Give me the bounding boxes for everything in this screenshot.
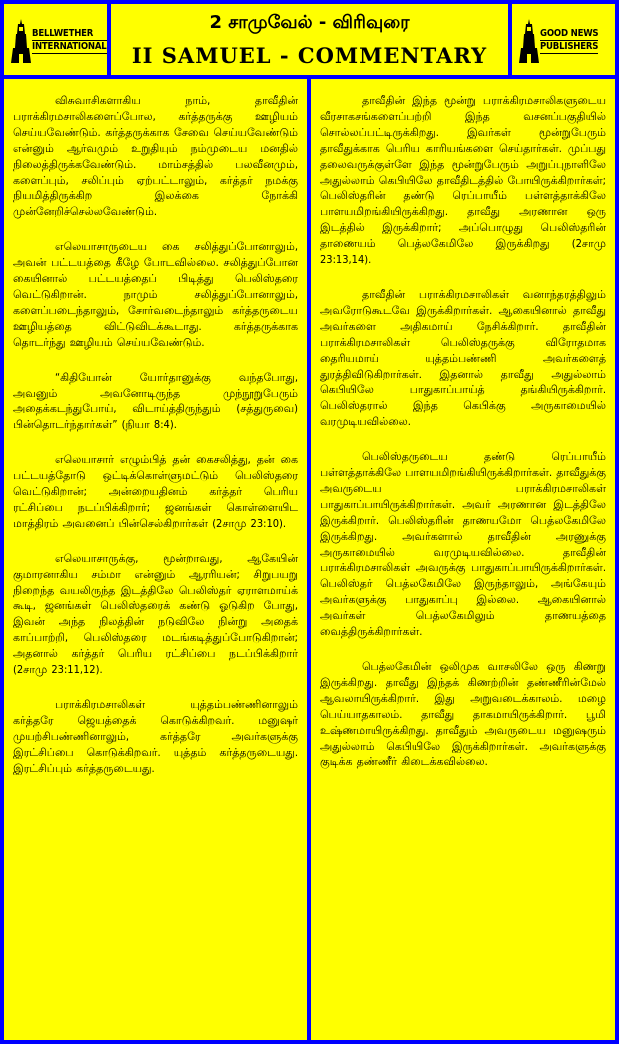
bellwether-logo-box bbox=[4, 4, 107, 75]
logo-line-1: GOOD NEWS bbox=[540, 28, 599, 39]
bellwether-logo bbox=[10, 18, 107, 64]
title-tamil: 2 சாமுவேல் - விரிவுரை bbox=[209, 12, 410, 33]
logo-line-2: INTERNATIONAL bbox=[32, 41, 107, 52]
paragraph: எலெயாசாருக்கு, மூன்றாவது, ஆகேயின் குமாரனாகிய சம்மா என்னும் ஆரரியன்; சிறுபயறு நிறைந்த வயலிருந்த இடத்திலே பெலிஸ்தர் ஏராளமாய்க் கூடி, ஜனங்கள் பெலிஸ்தரைக் கண்டு ஓடுகிற போது, இவன் அந்த நிலத்தின் நடுவிலே நின்று அதைக் காப்பாற்றி, பெலிஸ்தரை மடங்கடித்துப்போடுகிறான்; அதனால் கர்த்தர் பெரிய ரட்சிப்பை நடப்பிக்கிறார் (2சாமு 23:11,12). bbox=[13, 551, 298, 677]
title-english: II SAMUEL - COMMENTARY bbox=[131, 43, 488, 68]
paragraph: தாவீதின் இந்த மூன்று பராக்கிரமசாலிகளுடைய வீரசாகசங்களைப்பற்றி இந்த வசனப்பகுதியில் சொல்லப்பட்டிருக்கிறது. இவர்கள் மூன்றுபேரும் தாவீதுக்காக பெரிய காரியங்களை செய்தார்கள். முப்பது தலைவருக்குள்ளே இந்த மூன்றுபேரும் அறுப்புநாளிலே அதுல்லாம் கெபியிலே தாவீதிடத்தில் போயிருக்கிறார்கள்; பெலிஸ்தரின் தண்டு ரெப்பாயீம் பள்ளத்தாக்கிலே பாளயமிறங்கியிருக்கிறது. தாவீது அரணான ஒரு இடத்தில் இருக்கிறார்; அப்பொழுது பெலிஸ்தரின் தாணையம் பெத்லகேமிலே இருக்கிறது (2சாமு 23:13,14). bbox=[320, 94, 606, 267]
bell-tower-icon bbox=[10, 18, 32, 64]
paragraph: தாவீதின் பராக்கிரமசாலிகள் வனாந்தரத்திலும் அவரோடுகூடவே இருக்கிறார்கள். ஆகையினால் தாவீது அவர்களை அதிகமாய் நேசிக்கிறார். தாவீதின் பராக்கிரமசாலிகள் பெலிஸ்தருக்கு விரோதமாக தைரியமாய் யுத்தம்பண்ணி அவர்களைத் துரத்திவிடுகிறார்கள். இதனால் தாவீது அதுல்லாம் கெபியிலே பாதுகாப்பாய்த் தங்கியிருக்கிறார். பெலிஸ்தரால் இந்த கெபிக்கு அருகாமையில் வரமுடியவில்லை. bbox=[320, 287, 606, 429]
paragraph: “கிதியோன் யோர்தானுக்கு வந்தபோது, அவனும் அவனோடிருந்த முந்நூறுபேரும் அதைக்கடந்துபோய், விடாய்த்திருந்தும் (சத்துருவை) பின்தொடர்ந்தார்கள்” (நியா 8:4). bbox=[13, 370, 298, 432]
good-news-logo-box bbox=[512, 4, 615, 75]
paragraph: பெலிஸ்தருடைய தண்டு ரெப்பாயீம் பள்ளத்தாக்கிலே பாளயமிறங்கியிருக்கிறார்கள். தாவீதுக்கு அவருடைய பராக்கிரமசாலிகள் பாதுகாப்பாயிருக்கிறார்கள். அவர் அரணான இடத்திலே இருக்கிறார். பெலிஸ்தரின் தாணயமோ பெத்லகேமிலே இருக்கிறது. அவர்களால் தாவீதின் அரணுக்கு அருகாமையில் வரமுடியவில்லை. தாவீதின் பராக்கிரமசாலிகள் அவருக்கு பாதுகாப்பாயிருக்கிறார்கள். பெலிஸ்தர் பெத்லகேமிலே இருந்தாலும், அங்கேயும் அவர்களுக்கு பாதுகாப்பு இல்லை. ஆகையினால் அவர்கள் பெத்லகேமிலும் தாணயத்தை வைத்திருக்கிறார்கள். bbox=[320, 450, 606, 639]
header-title-box bbox=[111, 4, 508, 75]
right-column bbox=[311, 79, 615, 1040]
bell-tower-icon bbox=[518, 18, 540, 64]
logo-line-2: PUBLISHERS bbox=[540, 41, 599, 52]
paragraph: பராக்கிரமசாலிகள் யுத்தம்பண்ணினாலும் கர்த்தரே ஜெயத்தைக் கொடுக்கிறவர். மனுஷர் முயற்சிபண்ணினாலும், கர்த்தரே அவர்களுக்கு இரட்சிப்பை கொடுக்கிறவர். யுத்தம் கர்த்தருடையது. இரட்சிப்பும் கர்த்தருடையது. bbox=[13, 698, 298, 775]
left-column bbox=[4, 79, 307, 1040]
paragraph: பெத்லகேமின் ஒலிமுக வாசலிலே ஒரு கிணறு இருக்கிறது. தாவீது இந்தக் கிணற்றின் தண்ணீரின்மேல் ஆவலாயிருக்கிறார். இது அறுவடைக்காலம். மழை பெய்யாதகாலம். தாவீது தாகமாயிருக்கிறார். பூமி உஷ்ணமாயிருக்கிறது. தாவீதும் அவருடைய மனுஷரும் அதுல்லாம் கெபியிலே இருக்கிறார்கள். அவர்களுக்கு குடிக்க தண்ணீர் கிடைக்கவில்லை. bbox=[320, 660, 606, 769]
logo-line-1: BELLWETHER bbox=[32, 28, 107, 41]
paragraph: விசுவாசிகளாகிய நாம், தாவீதின் பராக்கிரமசாலிகளைப்போல, கர்த்தருக்கு ஊழியம் செய்யவேண்டும். கர்த்தருக்காக சேவை செய்யவேண்டும் என்னும் ஆர்வமும் உறுதியும் நம்முடைய மனதில் நிலைத்திருக்கவேண்டும். மாம்சத்தில் பலவீனமும், களைப்பும், சலிப்பும் ஏற்பட்டாலும், கர்த்தர் நமக்கு நியமித்திருக்கிற இலக்கை நோக்கி முன்னேறிச்செல்லவேண்டும். bbox=[13, 94, 298, 219]
paragraph: எலெயாசாருடைய கை சலித்துப்போனாலும், அவன் பட்டயத்தை கீழே போடவில்லை. சலித்துப்போன கையினால் பட்டயத்தைப் பிடித்து பெலிஸ்தரை வெட்டுகிறான். நாமும் சலித்துப்போனாலும், களைப்படைந்தாலும், சோர்வடைந்தாலும் கர்த்தருடைய ஊழியத்தை விட்டுவிடக்கூடாது. கர்த்தருக்காக தொடர்ந்து ஊழியம் செய்யவேண்டும். bbox=[13, 240, 298, 349]
good-news-logo bbox=[518, 18, 610, 64]
paragraph: எலெயாசார் எழும்பித் தன் கைசலித்து, தன் கை பட்டயத்தோடு ஒட்டிக்கொள்ளுமட்டும் பெலிஸ்தரை வெட்டுகிறான்; அன்றையதினம் கர்த்தர் பெரிய ரட்சிப்பை நடப்பிக்கிறார்; ஜனங்கள் கொள்ளையிட மாத்திரம் அவனைப் பின்செல்கிறார்கள் (2சாமு 23:10). bbox=[13, 453, 298, 530]
